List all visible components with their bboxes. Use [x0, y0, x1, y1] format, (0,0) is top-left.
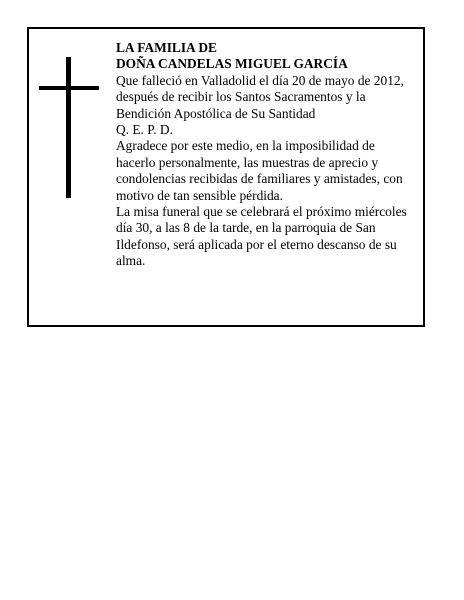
- family-header: LA FAMILIA DE: [116, 40, 217, 55]
- thanks-paragraph: Agradece por este medio, en la imposibilidad de hacerlo personalmente, las muestras de aprecio y condolencias recibidas de familiares y amistades, con motivo de tan sensible pérdida.: [116, 138, 403, 203]
- notice-text: [116, 40, 416, 270]
- death-announcement: Que falleció en Valladolid el día 20 de mayo de 2012, después de recibir los Santos Sacramentos y la Bendición Apostólica de Su Santidad: [116, 72, 404, 121]
- deceased-name: DOÑA CANDELAS MIGUEL GARCÍA: [116, 56, 348, 72]
- funeral-mass-paragraph: La misa funeral que se celebrará el próximo miércoles día 30, a las 8 de la tarde, en la parroquia de San Ildefonso, será aplicada por el eterno descanso de su alma.: [116, 204, 407, 269]
- obituary-notice: [27, 27, 425, 327]
- qepd-line: Q. E. P. D.: [116, 122, 173, 138]
- cross-vertical-bar: [66, 57, 71, 198]
- cross-horizontal-bar: [39, 86, 99, 90]
